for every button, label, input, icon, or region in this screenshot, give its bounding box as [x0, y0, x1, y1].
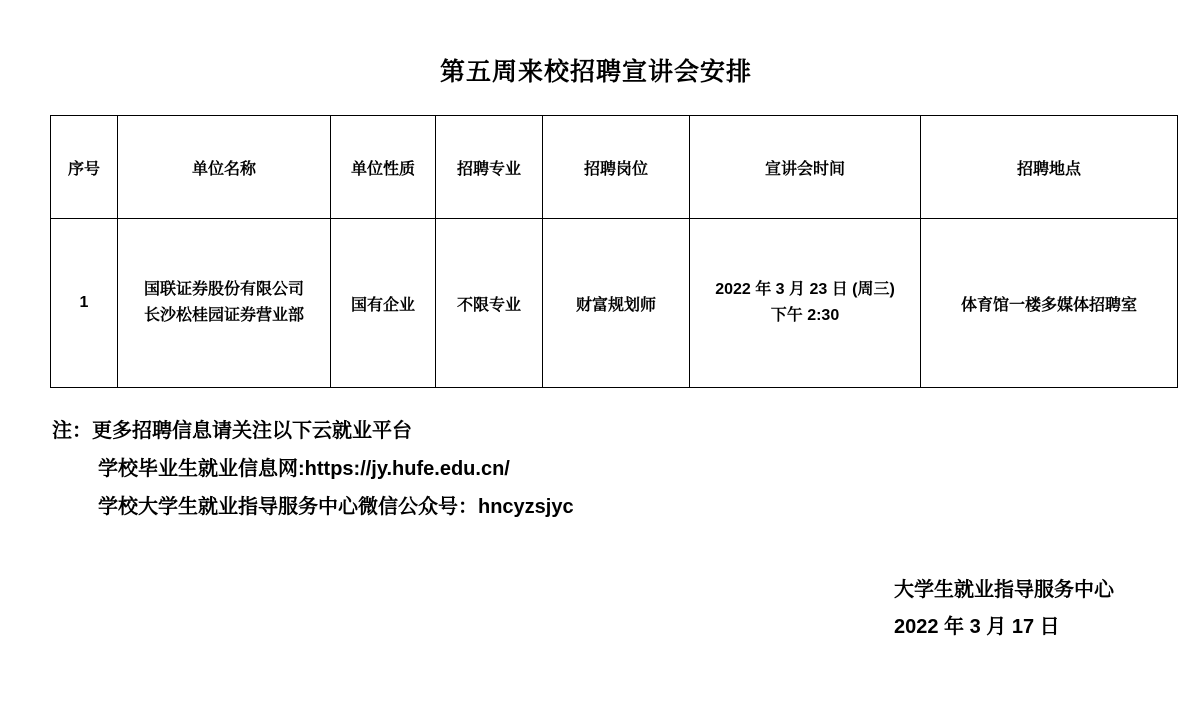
- note-line-1: 注：更多招聘信息请关注以下云就业平台: [52, 420, 412, 442]
- table-header-row: [51, 116, 1178, 219]
- cell-time: [690, 219, 921, 388]
- table-header: [51, 116, 1178, 219]
- cell-no: 1: [51, 219, 118, 388]
- cell-place: 体育馆一楼多媒体招聘室: [921, 219, 1178, 388]
- notes-block: [52, 412, 574, 526]
- table-body: [51, 219, 1178, 388]
- column-header-no: 序号: [51, 116, 118, 219]
- note-line-2: 学校毕业生就业信息网:https://jy.hufe.edu.cn/: [98, 458, 510, 480]
- column-header-company: 单位名称: [118, 116, 331, 219]
- cell-time-line2: 下午 2:30: [770, 307, 840, 324]
- signature-block: [894, 572, 1114, 646]
- column-header-place: 招聘地点: [921, 116, 1178, 219]
- cell-company-line1: 国联证券股份有限公司: [143, 280, 304, 298]
- signature-date: 2022 年 3 月 17 日: [894, 616, 1060, 638]
- column-header-time: 宣讲会时间: [690, 116, 921, 219]
- recruitment-schedule-table: [50, 115, 1178, 388]
- column-header-nature: 单位性质: [331, 116, 436, 219]
- cell-company: [118, 219, 331, 388]
- cell-time-line1: 2022 年 3 月 23 日 (周三): [715, 280, 895, 298]
- table-row: [51, 219, 1178, 388]
- column-header-major: 招聘专业: [436, 116, 543, 219]
- cell-company-line2: 长沙松桂园证券营业部: [143, 307, 304, 324]
- note-line-3: 学校大学生就业指导服务中心微信公众号：hncyzsjyc: [98, 496, 574, 518]
- page-title: 第五周来校招聘宣讲会安排: [439, 58, 752, 86]
- signature-organization: 大学生就业指导服务中心: [894, 579, 1114, 601]
- cell-nature: 国有企业: [331, 219, 436, 388]
- cell-major: 不限专业: [436, 219, 543, 388]
- column-header-post: 招聘岗位: [543, 116, 690, 219]
- cell-post: 财富规划师: [543, 219, 690, 388]
